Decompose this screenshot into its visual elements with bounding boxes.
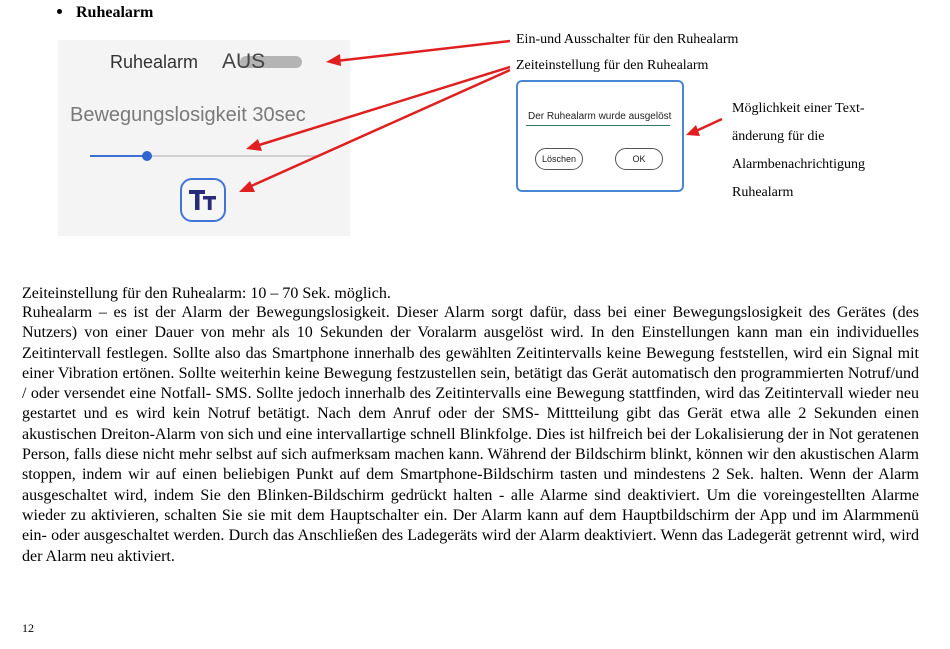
annotation-switch: Ein-und Ausschalter für den Ruhealarm (516, 32, 739, 47)
arrow-to-toggle (336, 41, 510, 61)
section-heading: Ruhealarm (57, 4, 153, 22)
annotation-line: Ruhealarm (732, 185, 794, 200)
annotation-line: Alarmbenachrichtigung (732, 157, 865, 172)
annotation-line: änderung für die (732, 129, 825, 144)
arrow-head-icon (686, 125, 700, 136)
inactivity-time-label: Bewegungslosigkeit 30sec (70, 104, 306, 126)
ruhealarm-label: Ruhealarm (110, 52, 199, 72)
dialog-message: Der Ruhealarm wurde ausgelöst (528, 111, 672, 122)
description-paragraph: Ruhealarm – es ist der Alarm der Bewegungslosigkeit. Dieser Alarm sorgt dafür, dass bei einer Bewegungslosigkeit des Gerätes (des Nutzers) von einer Dauer von mehr als 10 Sekunden der Voralarm ausgelöst wird. In den Einstellungen kann man ein individuelles Zeitintervall festlegen. Sollte also das Smartphone innerhalb des gewählten Zeitintervalls keine Bewegung feststellen, wird ein Signal mit einer Vibration ertönen. Sollte weiterhin keine Bewegung festzustellen sein, betätigt das Gerät automatisch den programmierten Notruf/und / oder versendet eine Notfall- SMS. Sollte jedoch innerhalb des Zeitintervalls eine Bewegung stattfinden, wird das Zeitintervall wieder neu gestartet und es wird kein Notruf betätigt. Nach dem Anruf oder der SMS- Mittteilung gibt das Gerät etwa alle 2 Sekunden einen akustischen Dreiton-Alarm von sich und eine intervallartige schnell Blinkfolge. Dies ist hilfreich bei der Lokalisierung der in Not geratenen Person, falls diese nicht mehr selbst auf sich aufmerksam machen kann. Während der Bildschirm blinkt, können wir den akustischen Alarm stoppen, indem wir auf einen beliebigen Punkt auf dem Smartphone-Bildschirm tasten und mindestens 2 Sek. halten. Wenn der Alarm ausgeschaltet wird, indem Sie den Blinken-Bildschirm gedrückt halten - alle Alarme sind deaktiviert. Um die voreingestellten Alarme wieder zu aktivieren, schalten Sie sie mit dem Hauptschalter ein. Der Alarm kann auf dem Hauptbildschirm der App und im Alarmmenü ein- oder ausgeschaltet werden. Durch das Anschließen des Ladegeräts wird der Alarm deaktiviert. Wenn das Ladegerät getrennt wird, wird der Alarm neu aktiviert. (22, 304, 919, 565)
arrow-head-icon (326, 54, 341, 66)
arrow-to-slider (256, 67, 510, 146)
time-setting-note: Zeiteinstellung für den Ruhealarm: 10 – 70 Sek. möglich. (22, 285, 391, 302)
annotation-line: Möglichkeit einer Text- (732, 101, 865, 116)
delete-button[interactable]: Löschen (535, 148, 583, 170)
ok-button[interactable]: OK (615, 148, 663, 170)
arrow-head-icon (246, 139, 262, 151)
toggle-state-label: AUS (222, 50, 266, 73)
annotation-time: Zeiteinstellung für den Ruhealarm (516, 58, 709, 73)
page-number: 12 (22, 621, 34, 635)
arrow-to-text-button (249, 70, 510, 187)
arrow-to-dialog (696, 119, 722, 131)
